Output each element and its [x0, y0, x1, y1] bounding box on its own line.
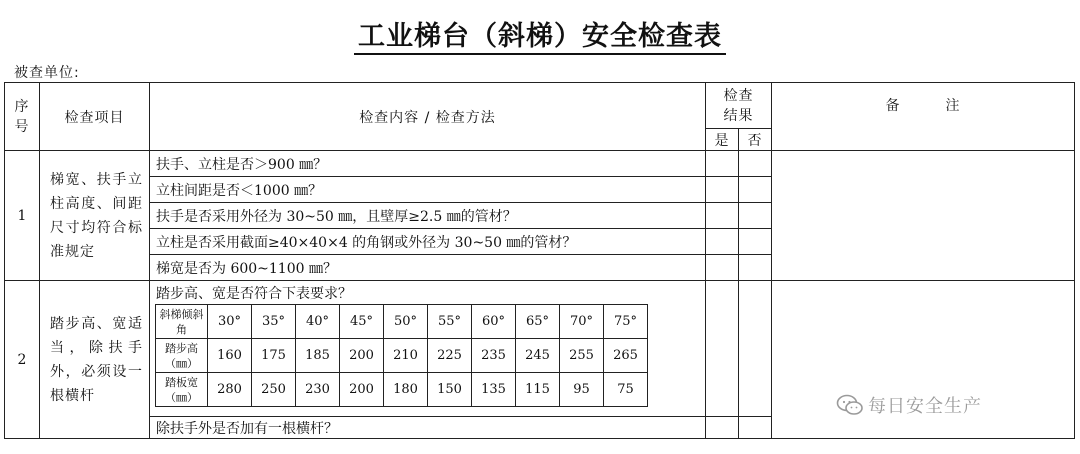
width-cell: 75 [604, 373, 648, 407]
row2-q2-yes-cell[interactable] [706, 417, 739, 439]
row1-q5-no-cell[interactable] [739, 255, 772, 281]
row2-q1-yes-cell[interactable] [706, 281, 739, 417]
angle-label: 斜梯倾斜角 [156, 305, 208, 339]
row1-q2-yes-cell[interactable] [706, 177, 739, 203]
wechat-icon [836, 394, 864, 416]
document-title-text: 工业梯台（斜梯）安全检查表 [354, 21, 726, 55]
row1-q2-no-cell[interactable] [739, 177, 772, 203]
inspected-unit-label: 被查单位: [14, 65, 80, 81]
angle-cell: 55° [428, 305, 472, 339]
width-cell: 95 [560, 373, 604, 407]
header-seq-text: 序号 [14, 98, 30, 135]
row1-seq: 1 [5, 151, 40, 281]
angle-cell: 30° [208, 305, 252, 339]
row1-question-1: 扶手、立柱是否＞900 ㎜？ [150, 151, 706, 177]
height-cell: 245 [516, 339, 560, 373]
height-cell: 265 [604, 339, 648, 373]
inspection-table [4, 82, 1075, 439]
row1-q4-no-cell[interactable] [739, 229, 772, 255]
row2-q2-no-cell[interactable] [739, 417, 772, 439]
width-cell: 230 [296, 373, 340, 407]
height-cell: 185 [296, 339, 340, 373]
row1-q1-no-cell[interactable] [739, 151, 772, 177]
angle-cell: 45° [340, 305, 384, 339]
height-cell: 235 [472, 339, 516, 373]
width-label: 踏板宽（㎜） [156, 373, 208, 407]
watermark [836, 392, 982, 418]
row2-question-top-cell [150, 281, 706, 417]
row1-q3-no-cell[interactable] [739, 203, 772, 229]
width-row [156, 373, 648, 407]
height-cell: 160 [208, 339, 252, 373]
width-cell: 250 [252, 373, 296, 407]
row1-remark-cell[interactable] [772, 151, 1075, 281]
height-label: 踏步高（㎜） [156, 339, 208, 373]
width-cell: 180 [384, 373, 428, 407]
row2-question-bottom: 除扶手外是否加有一根横杆？ [150, 417, 706, 439]
row1-q3-yes-cell[interactable] [706, 203, 739, 229]
header-result [706, 83, 772, 129]
angle-cell: 40° [296, 305, 340, 339]
height-cell: 210 [384, 339, 428, 373]
row1-question-5: 梯宽是否为 600~1100 ㎜？ [150, 255, 706, 281]
width-cell: 280 [208, 373, 252, 407]
height-cell: 175 [252, 339, 296, 373]
watermark-text: 每日安全生产 [868, 396, 982, 417]
header-yes: 是 [706, 129, 739, 151]
step-dimension-table [155, 304, 648, 407]
row2-q1-no-cell[interactable] [739, 281, 772, 417]
angle-cell: 50° [384, 305, 428, 339]
header-remark: 备 注 [772, 83, 1075, 151]
height-cell: 200 [340, 339, 384, 373]
header-item: 检查项目 [40, 83, 150, 151]
row2-seq: 2 [5, 281, 40, 439]
document-title [0, 14, 1080, 53]
row1-question-4: 立柱是否采用截面≥40×40×4 的角钢或外径为 30~50 ㎜的管材？ [150, 229, 706, 255]
angle-cell: 60° [472, 305, 516, 339]
angle-cell: 65° [516, 305, 560, 339]
row1-q1-yes-cell[interactable] [706, 151, 739, 177]
width-cell: 200 [340, 373, 384, 407]
angle-cell: 75° [604, 305, 648, 339]
row1-question-3: 扶手是否采用外径为 30~50 ㎜，且壁厚≥2.5 ㎜的管材？ [150, 203, 706, 229]
height-cell: 225 [428, 339, 472, 373]
angle-cell: 70° [560, 305, 604, 339]
header-result-text: 检查结果 [723, 87, 754, 124]
angle-row [156, 305, 648, 339]
height-cell: 255 [560, 339, 604, 373]
header-no: 否 [739, 129, 772, 151]
header-content: 检查内容 / 检查方法 [150, 83, 706, 151]
angle-cell: 35° [252, 305, 296, 339]
row1-question-2: 立柱间距是否＜1000 ㎜？ [150, 177, 706, 203]
width-cell: 150 [428, 373, 472, 407]
width-cell: 115 [516, 373, 560, 407]
row1-q4-yes-cell[interactable] [706, 229, 739, 255]
row2-item: 踏步高、宽适当，除扶手外，必须设一根横杆 [40, 281, 150, 439]
header-seq [5, 83, 40, 151]
row1-q5-yes-cell[interactable] [706, 255, 739, 281]
row2-question-top: 踏步高、宽是否符合下表要求？ [156, 286, 352, 302]
height-row [156, 339, 648, 373]
row1-item: 梯宽、扶手立柱高度、间距尺寸均符合标准规定 [40, 151, 150, 281]
width-cell: 135 [472, 373, 516, 407]
